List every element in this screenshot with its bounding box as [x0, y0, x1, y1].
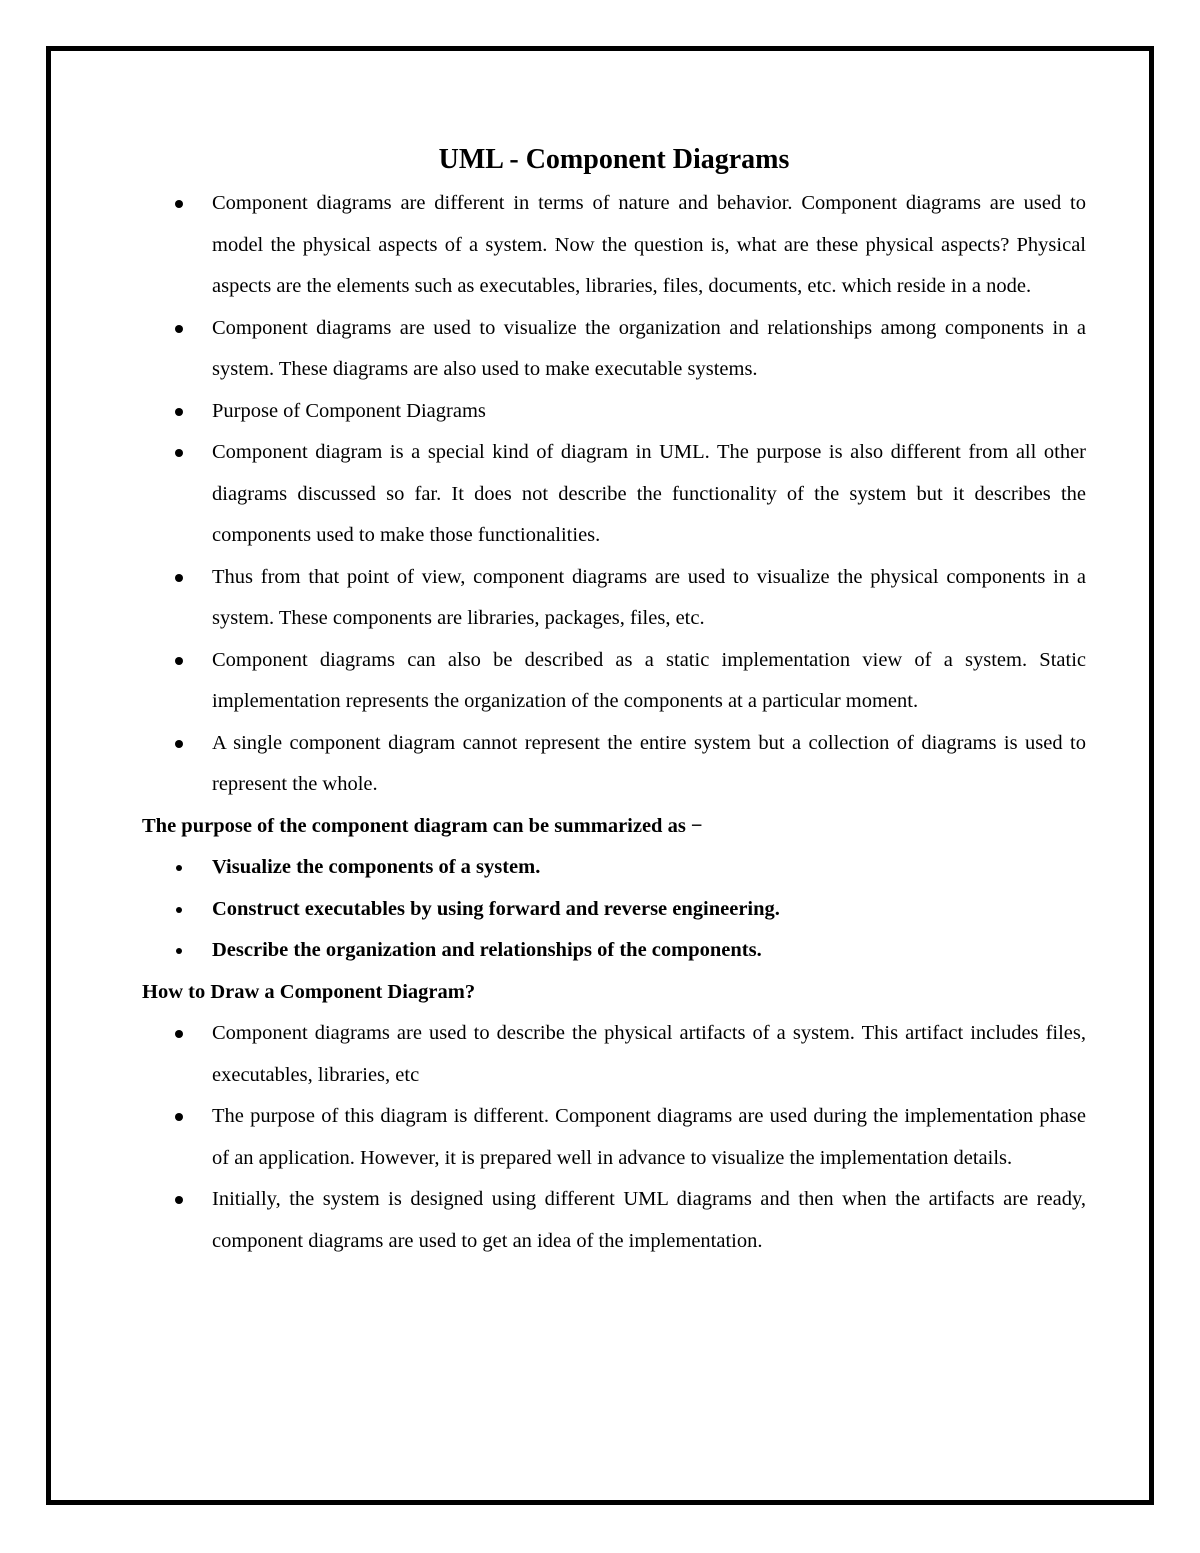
bullet-icon — [175, 1196, 183, 1204]
bullet-icon — [175, 574, 183, 582]
bullet-icon — [175, 1113, 183, 1121]
list-item — [142, 640, 1086, 723]
page-title: UML - Component Diagrams — [438, 144, 790, 175]
list-item-text: Component diagrams are used to visualize the organization and relationships among components in a system. These diagrams are also used to make executable systems. — [212, 316, 1086, 380]
list-item — [142, 889, 1086, 931]
list-item-text: Initially, the system is designed using different UML diagrams and then when the artifacts are ready, component diagrams are used to get an idea of the implementation. — [212, 1188, 1086, 1252]
list-item-text: Component diagram is a special kind of diagram in UML. The purpose is also different from all other diagrams discussed so far. It does not describe the functionality of the system but it describes the components used to make those functionalities. — [212, 441, 1086, 546]
purpose-heading: The purpose of the component diagram can be summarized as − — [142, 814, 703, 837]
bullet-icon — [175, 740, 183, 748]
list-item — [142, 930, 1086, 972]
list-item-text: Component diagrams are different in terms of nature and behavior. Component diagrams are used to model the physical aspects of a system. Now the question is, what are these physical aspects? Physical aspects are the elements such as executables, libraries, files, documents, etc. which reside in a node. — [212, 192, 1086, 297]
list-item — [142, 1179, 1086, 1262]
bullet-icon — [176, 907, 182, 913]
list-item — [142, 183, 1086, 308]
bullet-icon — [175, 657, 183, 665]
list-item — [142, 308, 1086, 391]
list-item — [142, 391, 1086, 433]
purpose-bullet-list — [142, 847, 1086, 972]
list-item — [142, 847, 1086, 889]
list-item-text: Purpose of Component Diagrams — [212, 399, 486, 422]
list-item-text: Visualize the components of a system. — [212, 856, 541, 878]
bullet-icon — [176, 948, 182, 954]
document-body — [142, 140, 1086, 1262]
bullet-icon — [175, 449, 183, 457]
list-item-text: A single component diagram cannot represent the entire system but a collection of diagrams is used to represent the whole. — [212, 731, 1086, 795]
howto-heading: How to Draw a Component Diagram? — [142, 980, 476, 1003]
list-item-text: Describe the organization and relationships of the components. — [212, 939, 762, 961]
bullet-icon — [175, 200, 183, 208]
list-item-text: Construct executables by using forward and reverse engineering. — [212, 897, 780, 920]
list-item — [142, 723, 1086, 806]
list-item — [142, 432, 1086, 557]
bullet-icon — [175, 1030, 183, 1038]
bullet-icon — [175, 325, 183, 333]
intro-bullet-list — [142, 183, 1086, 806]
bullet-icon — [175, 408, 183, 416]
list-item — [142, 1096, 1086, 1179]
list-item-text: Component diagrams are used to describe the physical artifacts of a system. This artifact includes files, executables, libraries, etc — [212, 1022, 1086, 1086]
list-item — [142, 557, 1086, 640]
list-item-text: Thus from that point of view, component diagrams are used to visualize the physical components in a system. These components are libraries, packages, files, etc. — [212, 565, 1086, 629]
list-item — [142, 1013, 1086, 1096]
list-item-text: Component diagrams can also be described as a static implementation view of a system. Static implementation represents the organization of the components at a particular moment. — [212, 648, 1086, 712]
list-item-text: The purpose of this diagram is different. Component diagrams are used during the implementation phase of an application. However, it is prepared well in advance to visualize the implementation details. — [212, 1105, 1086, 1169]
howto-bullet-list — [142, 1013, 1086, 1262]
bullet-icon — [176, 865, 182, 871]
